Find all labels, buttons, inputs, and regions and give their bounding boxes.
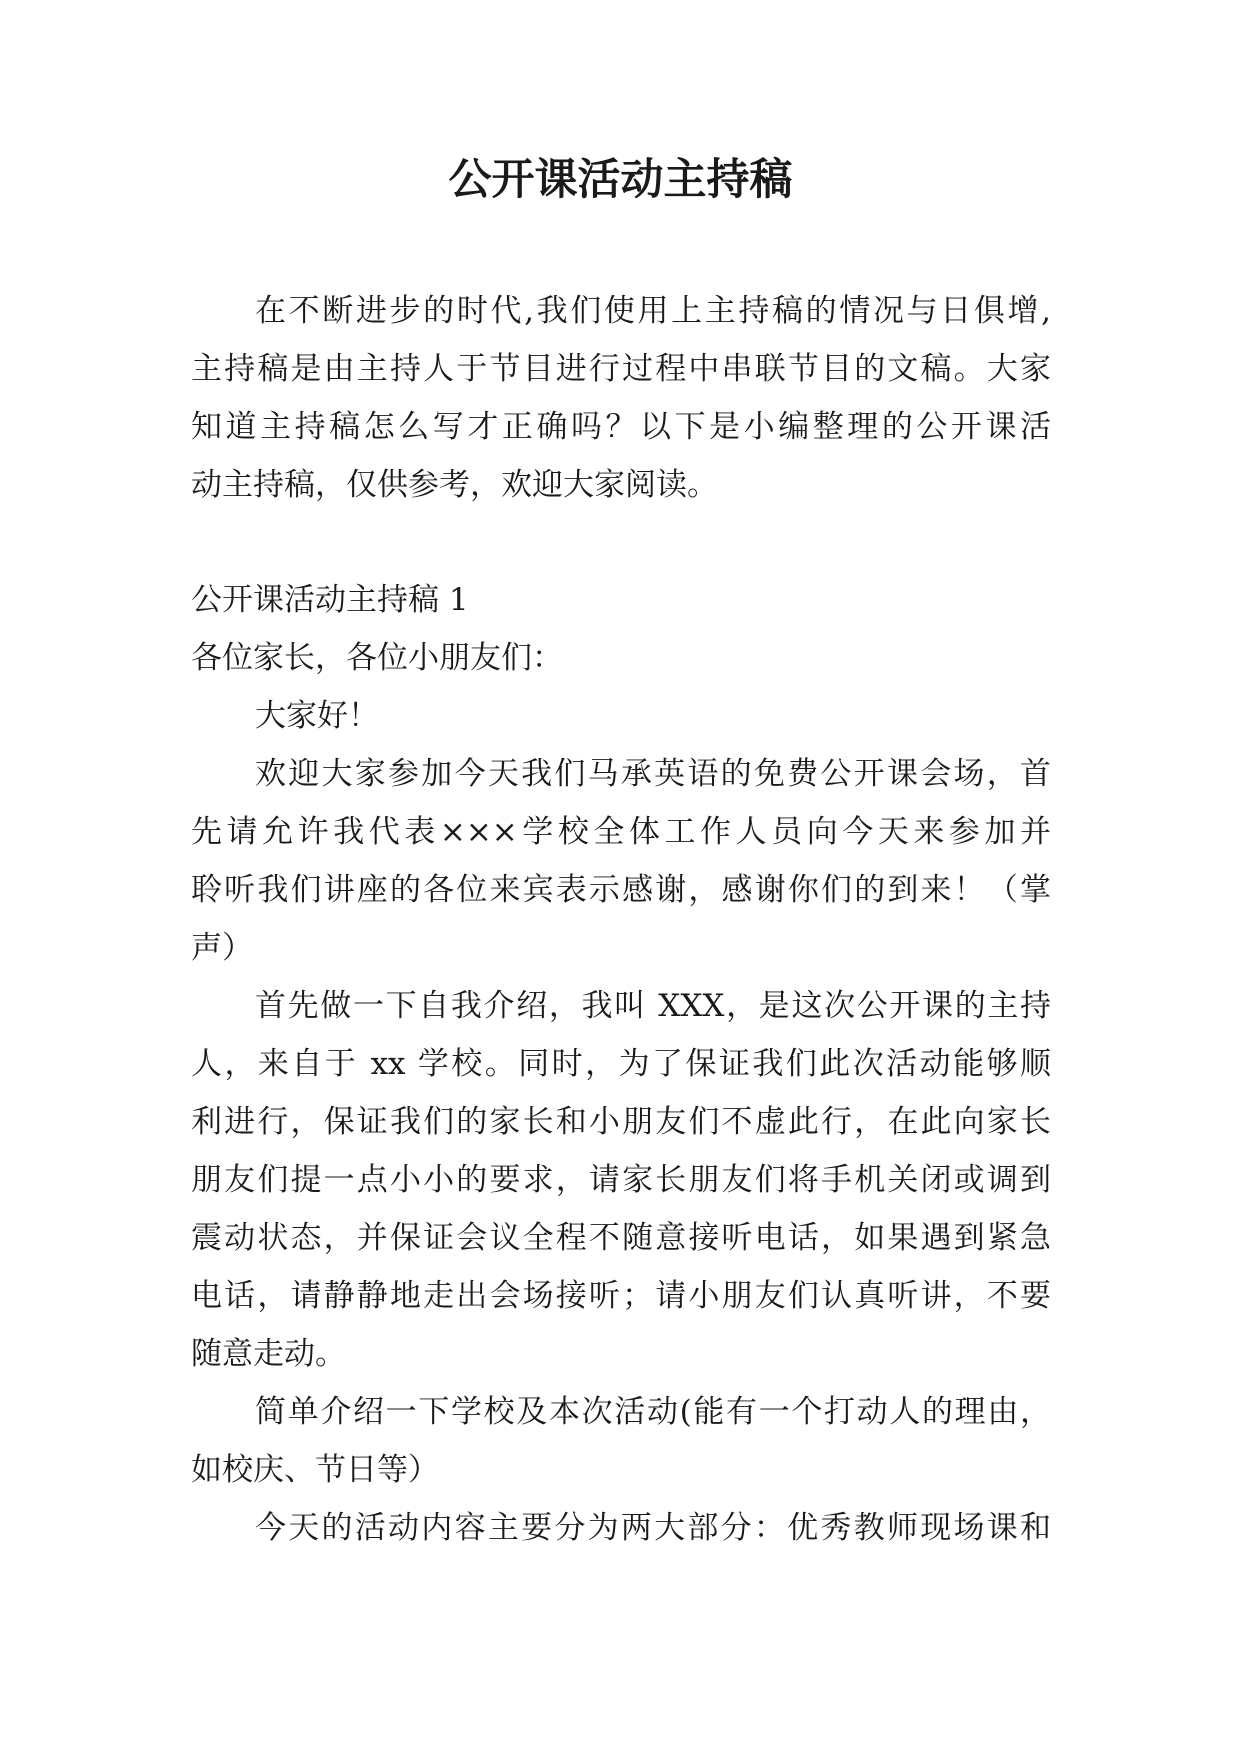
intro-line: 知道主持稿怎么写才正确吗？以下是小编整理的公开课活: [191, 409, 1051, 445]
paragraph-line: 利进行，保证我们的家长和小朋友们不虚此行，在此向家长: [191, 1104, 1051, 1140]
paragraph-line: 今天的活动内容主要分为两大部分：优秀教师现场课和: [255, 1510, 1051, 1546]
paragraph-line: 首先做一下自我介绍，我叫 XXX，是这次公开课的主持: [255, 988, 1051, 1024]
paragraph-line: 人，来自于 xx 学校。同时，为了保证我们此次活动能够顺: [191, 1046, 1051, 1082]
paragraph-line: 声）: [191, 930, 253, 966]
paragraph-line: 朋友们提一点小小的要求，请家长朋友们将手机关闭或调到: [191, 1162, 1051, 1198]
intro-line: 在不断进步的时代,我们使用上主持稿的情况与日俱增,: [255, 293, 1051, 329]
paragraph-line: 电话，请静静地走出会场接听；请小朋友们认真听讲，不要: [191, 1278, 1051, 1314]
paragraph-line: 震动状态，并保证会议全程不随意接听电话，如果遇到紧急: [191, 1220, 1051, 1256]
paragraph-line: 欢迎大家参加今天我们马承英语的免费公开课会场，首: [255, 756, 1051, 792]
paragraph-line: 先请允许我代表×××学校全体工作人员向今天来参加并: [191, 814, 1051, 850]
paragraph-line: 聆听我们讲座的各位来宾表示感谢，感谢你们的到来！（掌: [191, 872, 1051, 908]
salutation: 各位家长，各位小朋友们：: [191, 640, 563, 676]
document-title: 公开课活动主持稿: [448, 155, 793, 205]
greeting: 大家好！: [255, 698, 379, 734]
paragraph-line: 随意走动。: [191, 1336, 346, 1372]
intro-line: 主持稿是由主持人于节目进行过程中串联节目的文稿。大家: [191, 351, 1051, 387]
paragraph-line: 如校庆、节日等）: [191, 1452, 439, 1488]
intro-line: 动主持稿，仅供参考，欢迎大家阅读。: [191, 467, 718, 503]
section-heading: 公开课活动主持稿 1: [191, 582, 469, 618]
paragraph-line: 简单介绍一下学校及本次活动(能有一个打动人的理由，: [255, 1394, 1051, 1430]
